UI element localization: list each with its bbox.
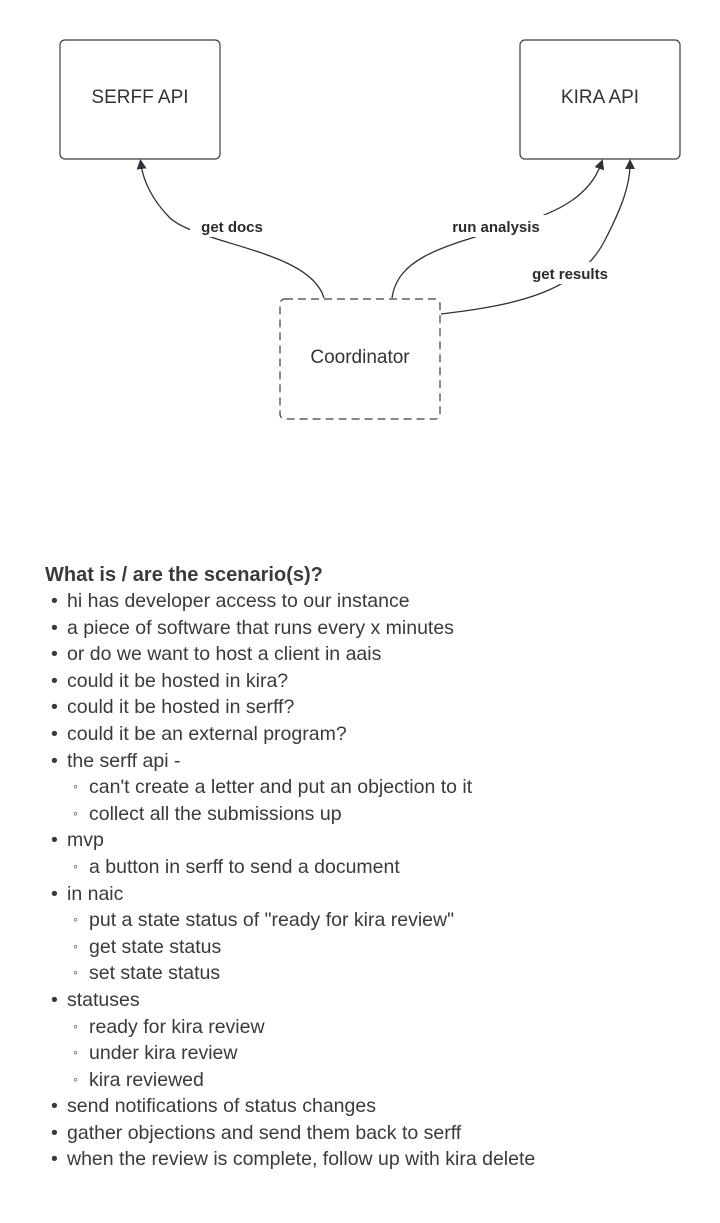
- list-item: • hi has developer access to our instance: [51, 590, 410, 612]
- edge-label-get-results: [520, 262, 620, 284]
- kira-api-label: KIRA API: [560, 87, 640, 108]
- sub-list-item: ◦ put a state status of "ready for kira review": [73, 909, 455, 932]
- coordinator-label: Coordinator: [310, 347, 410, 368]
- edge-label-run-analysis: [439, 215, 553, 237]
- edge-label-get-docs: [190, 215, 276, 237]
- sub-list-item: ◦ get state status: [73, 935, 222, 958]
- get-results-label: get results: [532, 266, 608, 283]
- sub-list-item: ◦ a button in serff to send a document: [73, 855, 400, 878]
- sub-list-item: ◦ kira reviewed: [73, 1068, 204, 1091]
- list-item: • the serff api - ◦ can't create a letter and put an objection to it ◦ collect all the submissions up: [45, 748, 705, 828]
- get-docs-label: get docs: [201, 219, 263, 236]
- sub-list: [67, 907, 705, 987]
- run-analysis-label: run analysis: [452, 219, 540, 236]
- sub-list: [67, 1014, 705, 1094]
- scenario-notes: [45, 562, 705, 1173]
- list-item: • a piece of software that runs every x minutes: [51, 616, 454, 639]
- kira-api-node[interactable]: [520, 40, 680, 159]
- list-item: • could it be hosted in serff?: [51, 696, 295, 719]
- serff-api-node[interactable]: [60, 40, 220, 159]
- list-item: • gather objections and send them back to serff: [51, 1121, 462, 1144]
- list-item: • statuses ◦ ready for kira review ◦ under kira review ◦ kira reviewed: [45, 987, 705, 1093]
- list-item: • mvp ◦ a button in serff to send a document: [45, 827, 705, 880]
- list-item: • could it be hosted in kira?: [51, 669, 289, 692]
- list-item: • or do we want to host a client in aais: [51, 643, 382, 666]
- sub-list-item: ◦ can't create a letter and put an objection to it: [73, 776, 473, 799]
- scenario-list: [45, 588, 705, 1173]
- list-item: • send notifications of status changes: [51, 1095, 376, 1118]
- sub-list-item: ◦ ready for kira review: [73, 1015, 265, 1038]
- sub-list-item: ◦ collect all the submissions up: [73, 802, 342, 825]
- sub-list: [67, 774, 705, 827]
- sub-list-item: ◦ under kira review: [73, 1042, 238, 1065]
- list-item: • in naic ◦ put a state status of "ready for kira review" ◦ get state status ◦ set state status: [45, 881, 705, 987]
- coordinator-node[interactable]: [280, 299, 440, 419]
- architecture-diagram: [0, 0, 720, 440]
- sub-list: [67, 854, 705, 881]
- list-item: • could it be an external program?: [51, 722, 347, 745]
- notes-title: What is / are the scenario(s)?: [45, 564, 323, 586]
- sub-list-item: ◦ set state status: [73, 962, 221, 985]
- serff-api-label: SERFF API: [91, 87, 189, 108]
- list-item: • when the review is complete, follow up with kira delete: [51, 1148, 536, 1171]
